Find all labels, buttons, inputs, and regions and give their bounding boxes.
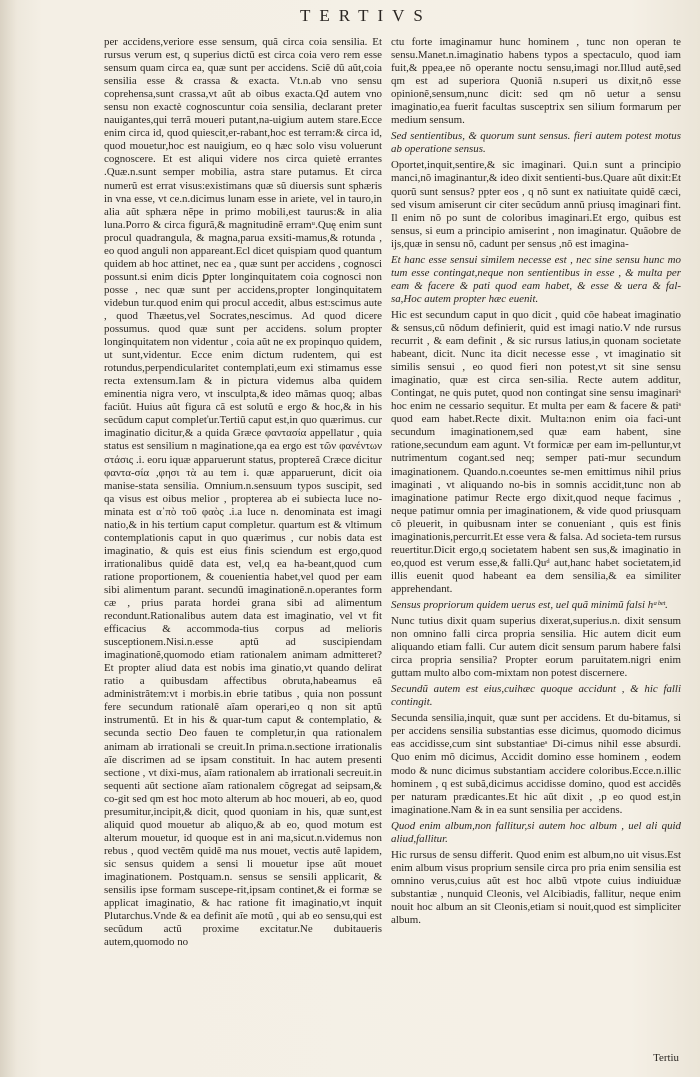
commentary-paragraph: Hic est secundum caput in quo dicit , quid cõe habeat imaginatio & sensus,cũ nõdum definierit, quid est imagi natio.V nde rursus recurrit , & eam definit , & sic rursus latius,in quonam societate habeant, dicit. Nunc ita dicit necesse esse , vt imaginatio sit similis sensui , eo quod fieri non potest,vt sit sine sensu imaginatio, quæ est circa sen-silia. Recte autem additur, Contingat, ne quis putet, quod non contingat sine sensu imaginariˢ hoc enim ne cessario sequitur. Et multa per eam & facere & patiˢ quod eam habet.Recte dixit. Multa:non enim oia faci-unt secundum imaginationem,sed quæ eam habent, sine ratione,secundum eam agunt. Vt formicæ per eam im-pelluntur,vt nutrimentum cogant.sed neq; semper pati-mur secundum imaginationem. Quando.n.coeuntes se-men emittimus nihil prius imaginati , vt aliquando no-bis in somnis accidit,tunc non ab imaginatione patimur Recte ergo dixit,quod neque facimus , neque patimur omnia per imaginationem, & vide quod priusquam cõ pleuerit, in quibusnam inter se conueniant , quis est finis imaginationis,percurrit.Et esse vera & falsa. Ad societa-tem rursus reuertitur.Dicit ergo,q societatem habent sen sus,& imaginatio in eo,quod est verum esse,& falli.Quᵈ aut,hanc habet societatem,id illis euenit quod habeant ea dem sensilia,& ea similiter apprehendant. — [391, 308, 681, 595]
running-head: TERTIVS — [300, 6, 432, 25]
catchword: Tertiu — [653, 1052, 679, 1064]
lemma-heading: Quod enim album,non fallitur,si autem hoc album , uel ali quid aliud,fallitur. — [391, 819, 681, 845]
commentary-paragraph: Secunda sensilia,inquit, quæ sunt per accidens. Et du-bitamus, si per accidens sensilia substantias esse dicimus, quomodo dicimus eas accidisse,cum sint substantiaeˢ Di-cimus nihil esse absurdi. Quo enim mõ dicimus, Accidit domino esse hominem , eodem modo & nunc dicimus substantiam accidere coloribus.Ecce.n.illic hominem , q est subã,dicimus accidisse domino, quod est accidẽs per naturam prædicantes.Et hic aũt dixit , ,p eo quod est,in imaginatione.Nam & in ea sunt sensilia per accidens. — [391, 712, 681, 816]
commentary-paragraph: Hic rursus de sensu differit. Quod enim est album,no uit visus.Est enim album visus proprium sensile circa pro pria enim sensilia est omnino verus,cuius aũt est hoc albũ vtpote cuius indiuiduæ substantiæ , nunquid Cleonis, vel Alcibiadis, fallitur, neque enim nouit hoc album an sit Cleonis,etiam si nouit,quod est simpliciter album. — [391, 848, 681, 927]
lemma-heading: Et hanc esse sensui similem necesse est , nec sine sensu hunc mo tum esse contingat,neque non sentientibus in esse , & multa per eam & facere & pati quod eam habet, & esse & uera & fal-sa,Hoc autem propter hæc euenit. — [391, 253, 681, 305]
commentary-paragraph: Nunc tutius dixit quam superius dixerat,superius.n. dixit sensum non omnino falli circa propria sensilia. Hic autem dicit eum aliquando etiam falli. Cur autem dicit sensum parum habere falsi circa propria sensilia? Propter eorum paruitatem.nigri enim guttam multo albo com-mixtam non potest discernere. — [391, 615, 681, 680]
commentary-paragraph: Oportet,inquit,sentire,& sic imaginari. Qui.n sunt a principio manci,nõ imaginantur,& ideo dixit sentienti-bus.Quare aũt dixit:Et quorũ sunt sensus? ppter eos , q nõ sunt ex natiuitate quidẽ cæci, sed visum amiserunt cir citer secũdum annũ priusq imaginari fint. Il enim nõ po sunt de coloribus imaginari.Et ergo, quibus est sensus, si eum a principio amiserint , non imaginatur. Quãobre de ijs,quæ in sensu nõ, cadunt per sensus ,nõ est imagina- — [391, 159, 681, 250]
lemma-heading: Secundũ autem est eius,cuihæc quoque accidunt , & hic falli contingit. — [391, 683, 681, 709]
left-paragraph: per accidens,veriore esse sensum, quã circa coia sensilia. Et rursus verum est, q superius dictũ est circa coia vero rem esse sensum quam circa ea, quæ sunt per accidens. Sciẽ dũ aũt,coia sensilia esse & crassa & exacta. Vt.n.ab vno sensu coprehensa,sunt crassa,vt aũt ab oibus exacta.Qđ autem vno sensu non exactè cognoscuntur coia sensilia, declarant preter nauigantes,qui terrã moueri putant,na-uigium autem stare.Ecce enim circa id, quod quiescit,er-rabant,hoc est terram:& circa id, quod mouetur,hoc est nauigium, eo q hæc solo visu voluerunt cognoscere. Et est aliqui videre nos circa quietè errantes .Quæ.n.sunt semper mobilia, astra stare putamus. Et circa numerũ est errat visus:existimans quæ sũ diuersis sunt sphæris in vna esse, vt ce.n.dicimus lunam esse in ariete, vel in tauro,in alia aũt sphæra nẽpe in primo mobili,est taurus:& in alia luna.Porro & circa figurã,& magnitudinẽ erramᵘ.Quę enim sunt procul quadrangula, & magna,parua exsiti-mamus,& rotunda , eo quod anguli non appareant.Ecl dicet quispiam quod quantum quidem ab hoc attinet, nec ea , quæ sunt per accidens , cognosci possunt.si enim dicis ꝑpter longinquitatem coia cognosci non posse , nec quæ sunt per accidens,propter longinquitatem videbun tur.quod enim qui procul accedit, albus est:scimus aute , quod Thæetus,vel Socrates,nescimus. Ad quod dicere possumus. quod quæ sunt per accidens. solum propter longinquitatem non videntur , coia aũt ne ex propinquo quidem, ut sunt,videntur. Ecce enim dictum rudentem, qui est rotundus,perpendicularitet contemplati,eum exi stimamus esse recta extensum.Iam & in pictura videmus alba quidem eminentia nigra vero, vt insculpta,& ideo mãmas quoq; albas faciũt. Huius aũt figura cã est solutũ e ergo & hoc,& in his secũdum caput compleťur.Tertiũ caput est,in quo quærimus. cur imaginatio dicitur,& a quida Græce φαντασία appellatur , quia status est sensilium n maginatione,qa ea ergo est τῶν φανέντων στάσις .i. eoru iquæ apparuerunt status, proptereã Cræce dicitur φαντα-σία ,φησι τὰ au tem i. quæ apparuerunt, dicit oia manise-stata sensilia. Omnium.n.sensuum typos suscipit, sed qa visus est oibus melior , propterea ab ei subiecta luce no-minata est α᾽πὸ τοῦ φαὸς .i.a luce n. denominata est imagi natio,& in his tertium caput completur. quartum est & vltimum contemplationis caput in quo quærimus , cur nobis data est imaginatio, & quis est eius finis sciendum est ergo,quod irrationalibus quidẽ data est, vel,q ea ha-beant,quod cum ratione proportionem, & couenientia habet,vel quod per eam sibi alimentum parant. secundũ imaginationẽ.n.operantes form cæ , prius parata hordei grana sibi ad alimentum recondunt.Rationalibus autem data est imaginatio, vel vt fit efficacius & accommoda-tius corpus ad melioris susceptionem.Nisi.n.esse aptũ ad suscipiendam imaginationẽ,quomodo etiam rationalem animam admitteret? Et propter aliud data est nobis ima ginatio,vt quando delirat ratio a quibusdam affectibus obruta,habeamus eã administrãtem:vt i morbis.in ebrie tatibus , quia non possunt fere secundum rationalẽ aĩam operari,eo q non sit aptũ instrumentũ. Et in his & quar-tum caput & contemplatio, & secunda sectio Deo fauen te completur,in qua rationalem animam ab irrationali se creuit.In prima.n.sectione irrationalis aĩe discrimen ad se ipsam constituit. In hac autem presenti sectione , vt dixi-mus, aĩam rationalem ab irrationali secreuit.in sequenti aũt sectione aĩam rationalem cõgregat ad seipsam,& co-git sed qm est hoc moto alterum ab hoc moueri, ab eo, quod presumitur,incipit,& dicit, quod quoniam in his, quæ sunt,est aliquid quod mouetur ab aliquo,& ab eo, quod motum est alterum mouetur, id quoque est in ani ma,sicut.n.videmus non rebus , quod vectẽm quidẽ ma nus mouet, vectis autẽ lapidem, sic sensus quidem a sensi li mouetur ipse aũt mouet imaginationem. Postquam.n. sensus se sensili applicarit, & sensilis ipse formam suscepe-rit,ipsam continet,& ei formæ se applicat imaginatio, & hac ratione fit imaginatio,vt inquit Plutarchus.Vnde & ea definit aĩe motũ , qui ab eo sensu,qui est secũdum actũ proxime excitatur.Ne dubitaueris autem,quomodo no — [104, 36, 382, 949]
commentary-paragraph: ctu forte imaginamur hunc hominem , tunc non operan te sensu.Manet.n.imaginatio habens typos a spectaculo, quod iam fuit,& ppea,ee nõ operante noctu sensu,imagi nor.Illud autẽ,sed qm est ad superiora Quoniã n.superi us dixit,nõ esse opinionẽ,sensum,nunc dicit: sed qm nõ uetur a sensu imaginatio,ea fuerit facultas susceptrix sen silium formarum per medium sensum. — [391, 36, 681, 127]
right-text-column — [391, 36, 681, 927]
left-text-column — [104, 36, 382, 949]
lemma-heading: Sensus propriorum quidem uerus est, uel quã minimũ falsi hᵃᵇᵉᵗ. — [391, 598, 668, 611]
page-gutter-shadow — [0, 0, 18, 1077]
lemma-heading: Sed sentientibus, & quorum sunt sensus. fieri autem potest motus ab operatione sensus. — [391, 130, 681, 156]
